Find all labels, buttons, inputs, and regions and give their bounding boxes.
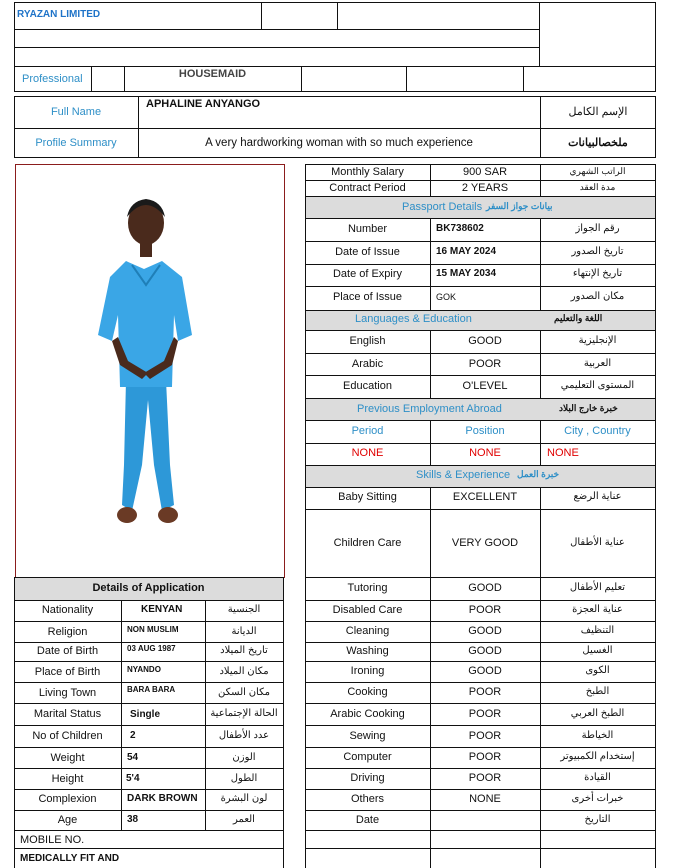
age-label: Age — [57, 814, 78, 826]
weight-ar: الوزن — [232, 752, 256, 763]
mobile-no-label: MOBILE NO. — [20, 834, 85, 846]
sewing-label: Sewing — [349, 730, 386, 742]
city-country-column-header: City , Country — [564, 425, 631, 437]
living-town-value: BARA BARA — [127, 685, 176, 694]
passport-number-label: Number — [347, 223, 388, 235]
date-of-issue-ar: تاريخ الصدور — [571, 246, 624, 257]
others-value: NONE — [469, 793, 501, 805]
profile-summary-ar: ملخصالبيانات — [568, 137, 628, 149]
arabic-value: POOR — [468, 358, 502, 370]
skills-title-ar: خبرة العمل — [517, 469, 560, 479]
age-ar: العمر — [233, 814, 255, 825]
arabic-cooking-value: POOR — [468, 708, 502, 720]
company-name: RYAZAN LIMITED — [17, 9, 101, 20]
education-ar: المستوى التعليمي — [560, 380, 635, 391]
arabic-label: Arabic — [351, 358, 384, 370]
place-of-birth-label: Place of Birth — [34, 666, 101, 678]
arabic-ar: العربية — [583, 358, 612, 369]
date-of-expiry-label: Date of Expiry — [332, 268, 403, 280]
children-care-label: Children Care — [333, 537, 402, 549]
place-of-birth-value: NYANDO — [127, 665, 161, 674]
contract-period-label: Contract Period — [329, 182, 406, 194]
full-name-label: Full Name — [50, 106, 102, 118]
application-title: Details of Application — [92, 582, 205, 594]
cleaning-value: GOOD — [468, 625, 502, 637]
skills-title: Skills & Experience — [416, 469, 511, 481]
education-value: O'LEVEL — [462, 380, 508, 392]
ironing-label: Ironing — [350, 665, 385, 677]
period-column-header: Period — [351, 425, 384, 437]
children-care-value: VERY GOOD — [451, 537, 519, 549]
person-figure-icon — [16, 165, 284, 577]
washing-value: GOOD — [468, 645, 502, 657]
no-of-children-value: 2 — [130, 730, 136, 741]
disabled-care-label: Disabled Care — [332, 604, 403, 616]
english-value: GOOD — [468, 335, 502, 347]
washing-label: Washing — [346, 645, 389, 657]
english-ar: الإنجليزية — [578, 335, 617, 346]
passport-details-title: Passport Details — [402, 201, 483, 213]
employment-position-value: NONE — [469, 447, 501, 459]
monthly-salary-value: 900 SAR — [462, 166, 508, 178]
education-label: Education — [343, 380, 392, 392]
place-of-issue-value: GOK — [436, 292, 457, 302]
sewing-ar: الخياطة — [581, 730, 614, 741]
ironing-ar: الكوى — [585, 665, 610, 676]
marital-status-ar: الحالة الإجتماعية — [210, 708, 278, 719]
ironing-value: GOOD — [468, 665, 502, 677]
religion-ar: الديانة — [231, 626, 257, 637]
date-of-birth-label: Date of Birth — [36, 645, 99, 657]
professional-label: Professional — [22, 73, 83, 85]
passport-number-ar: رقم الجواز — [575, 223, 620, 234]
full-name-ar: الإسم الكامل — [568, 106, 628, 118]
monthly-salary-label: Monthly Salary — [331, 166, 404, 178]
cooking-ar: الطبخ — [585, 686, 610, 697]
place-of-issue-ar: مكان الصدور — [570, 291, 625, 302]
date-label: Date — [355, 814, 380, 826]
nationality-value: KENYAN — [141, 604, 183, 615]
passport-details-title-ar: بيانات جواز السفر — [486, 201, 553, 211]
living-town-ar: مكان السكن — [218, 687, 270, 698]
driving-ar: القيادة — [584, 772, 611, 783]
weight-value: 54 — [127, 752, 139, 763]
nationality-label: Nationality — [41, 604, 94, 616]
driving-label: Driving — [350, 772, 385, 784]
age-value: 38 — [127, 814, 139, 825]
employment-title-ar: خبرة خارج البلاد — [559, 403, 618, 413]
marital-status-value: Single — [130, 709, 161, 720]
contract-period-ar: مدة العقد — [579, 182, 616, 192]
position-column-header: Position — [465, 425, 505, 437]
profile-summary-label: Profile Summary — [35, 137, 117, 149]
medically-fit-label: MEDICALLY FIT AND — [20, 853, 120, 864]
height-label: Height — [51, 773, 84, 785]
date-of-issue-label: Date of Issue — [335, 246, 400, 258]
baby-sitting-ar: عناية الرضع — [573, 491, 622, 502]
baby-sitting-label: Baby Sitting — [338, 491, 397, 503]
date-ar: التاريخ — [584, 814, 611, 825]
job-title: HOUSEMAID — [178, 68, 247, 80]
no-of-children-label: No of Children — [32, 730, 103, 742]
children-care-ar: عناية الأطفال — [570, 537, 625, 548]
height-ar: الطول — [230, 773, 258, 784]
religion-value: NON MUSLIM — [127, 625, 179, 634]
religion-label: Religion — [47, 626, 88, 638]
employment-period-value: NONE — [351, 447, 384, 459]
cooking-value: POOR — [468, 686, 502, 698]
height-value: 5'4 — [126, 773, 140, 784]
weight-label: Weight — [50, 752, 85, 764]
employment-title: Previous Employment Abroad — [357, 403, 502, 415]
full-name-value: APHALINE ANYANGO — [146, 98, 261, 110]
sewing-value: POOR — [468, 730, 502, 742]
english-label: English — [349, 335, 386, 347]
no-of-children-ar: عدد الأطفال — [218, 730, 270, 741]
complexion-value: DARK BROWN — [127, 793, 198, 804]
profile-summary-value: A very hardworking woman with so much experience — [205, 137, 473, 149]
marital-status-label: Marital Status — [33, 708, 102, 720]
languages-title-ar: اللغة والتعليم — [554, 313, 603, 323]
disabled-care-value: POOR — [468, 604, 502, 616]
baby-sitting-value: EXCELLENT — [452, 491, 518, 503]
cleaning-label: Cleaning — [345, 625, 390, 637]
candidate-photo — [15, 164, 285, 578]
place-of-issue-label: Place of Issue — [332, 291, 403, 303]
others-ar: خبرات أخرى — [571, 793, 624, 804]
cleaning-ar: التنظيف — [580, 625, 615, 636]
contract-period-value: 2 YEARS — [461, 182, 509, 194]
date-of-expiry-value: 15 MAY 2034 — [436, 268, 497, 279]
complexion-label: Complexion — [38, 793, 97, 805]
computer-ar: إستخدام الكمبيوتر — [560, 751, 635, 762]
cooking-label: Cooking — [347, 686, 388, 698]
languages-title: Languages & Education — [355, 313, 472, 325]
arabic-cooking-label: Arabic Cooking — [330, 708, 405, 720]
date-of-expiry-ar: تاريخ الإنتهاء — [572, 268, 623, 279]
computer-value: POOR — [468, 751, 502, 763]
driving-value: POOR — [468, 772, 502, 784]
date-of-birth-ar: تاريخ الميلاد — [220, 645, 268, 656]
disabled-care-ar: عناية العجزة — [572, 604, 623, 615]
tutoring-label: Tutoring — [347, 582, 388, 594]
tutoring-ar: تعليم الأطفال — [569, 582, 626, 593]
others-label: Others — [350, 793, 384, 805]
passport-number-value: BK738602 — [436, 223, 484, 234]
complexion-ar: لون البشرة — [220, 793, 268, 804]
monthly-salary-ar: الراتب الشهري — [569, 166, 626, 176]
computer-label: Computer — [343, 751, 392, 763]
tutoring-value: GOOD — [468, 582, 502, 594]
date-of-issue-value: 16 MAY 2024 — [436, 246, 497, 257]
employment-city-value: NONE — [547, 447, 579, 459]
place-of-birth-ar: مكان الميلاد — [219, 666, 269, 677]
living-town-label: Living Town — [38, 687, 97, 699]
washing-ar: الغسيل — [582, 645, 613, 656]
date-of-birth-value: 03 AUG 1987 — [127, 644, 176, 653]
arabic-cooking-ar: الطبخ العربي — [570, 708, 625, 719]
nationality-ar: الجنسية — [227, 604, 261, 615]
